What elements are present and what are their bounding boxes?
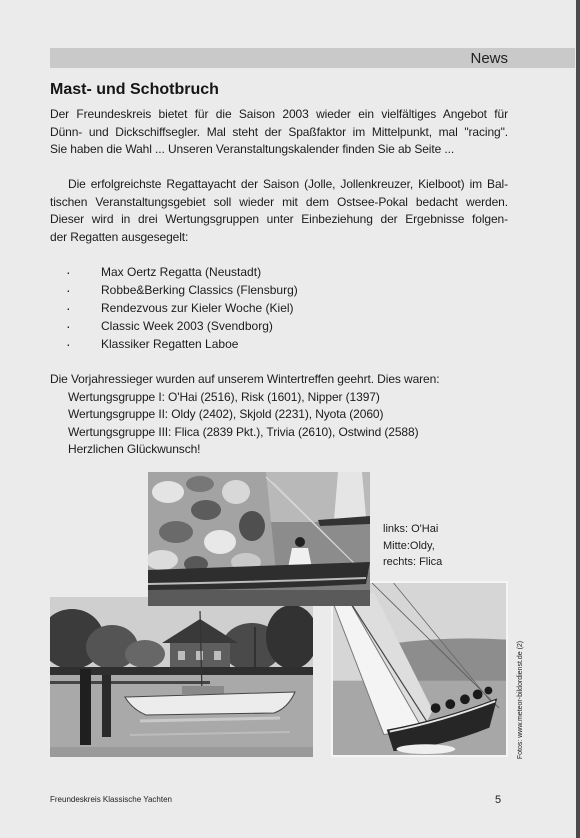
regatta-list-item — [50, 263, 508, 281]
regatta-list-item — [50, 281, 508, 299]
paragraph-line: Sie haben die Wahl ... Unseren Veranstaltungskalender finden Sie ab Seite ... — [50, 142, 455, 157]
bullet-icon — [66, 263, 72, 281]
paragraph-line: Dieser wird in drei Wertungsgruppen unter Einbeziehung der Ergebnisse folgen- — [50, 212, 508, 226]
article-title: Mast- und Schotbruch — [50, 81, 219, 98]
bullet-icon — [66, 317, 72, 335]
bullet-icon — [66, 281, 72, 299]
photo-ohai-sailing — [148, 472, 370, 606]
photo-flica-sailing — [331, 581, 508, 757]
page-number: 5 — [495, 794, 502, 806]
bullet-icon — [66, 299, 72, 317]
bullet-icon — [66, 335, 72, 353]
regatta-name: Classic Week 2003 (Svendborg) — [101, 319, 273, 333]
paragraph-line: der Regatten ausgesegelt: — [50, 229, 189, 244]
page-edge — [576, 0, 580, 838]
photo-caption-line: rechts: Flica — [383, 556, 443, 568]
regatta-name: Max Oertz Regatta (Neustadt) — [101, 265, 262, 279]
footer-publication: Freundeskreis Klassische Yachten — [50, 795, 172, 804]
section-header-band — [50, 48, 575, 68]
photo-credit: Fotos: www.meteor-bildordienst.de (2) — [517, 640, 524, 760]
regatta-name: Rendezvous zur Kieler Woche (Kiel) — [101, 301, 294, 315]
regatta-name: Klassiker Regatten Laboe — [101, 337, 239, 351]
regatta-list-item — [50, 317, 508, 335]
paragraph-line: tischen Veranstaltungsgebiet soll wieder mit dem Ostsee-Pokal bedacht werden. — [50, 194, 508, 209]
winner-line: Wertungsgruppe II: Oldy (2402), Skjold (2231), Nyota (2060) — [68, 407, 384, 422]
winner-line: Wertungsgruppe III: Flica (2839 Pkt.), Trivia (2610), Ostwind (2588) — [68, 424, 419, 439]
photo-caption-line: links: O'Hai — [383, 523, 439, 535]
regatta-list-item — [50, 299, 508, 317]
winner-line: Wertungsgruppe I: O'Hai (2516), Risk (1601), Nipper (1397) — [68, 389, 380, 404]
paragraph-line: Die Vorjahressieger wurden auf unserem Wintertreffen geehrt. Dies waren: — [50, 372, 440, 386]
paragraph-line: Die erfolgreichste Regattayacht der Saison (Jolle, Jollenkreuzer, Kielboot) im Bal- — [68, 177, 508, 191]
paragraph-line: Der Freundeskreis bietet für die Saison 2003 wieder ein vielfältiges Angebot für — [50, 107, 508, 121]
regatta-list-item — [50, 335, 508, 353]
section-label: News — [470, 50, 508, 67]
photo-oldy-harbor — [50, 597, 313, 757]
closing-line: Herzlichen Glückwunsch! — [68, 442, 201, 457]
paragraph-line: Dünn- und Dickschiffsegler. Mal steht der Spaßfaktor im Mittelpunkt, mal "racing". — [50, 124, 508, 139]
photo-caption-line: Mitte:Oldy, — [383, 540, 435, 552]
regatta-name: Robbe&Berking Classics (Flensburg) — [101, 283, 298, 297]
